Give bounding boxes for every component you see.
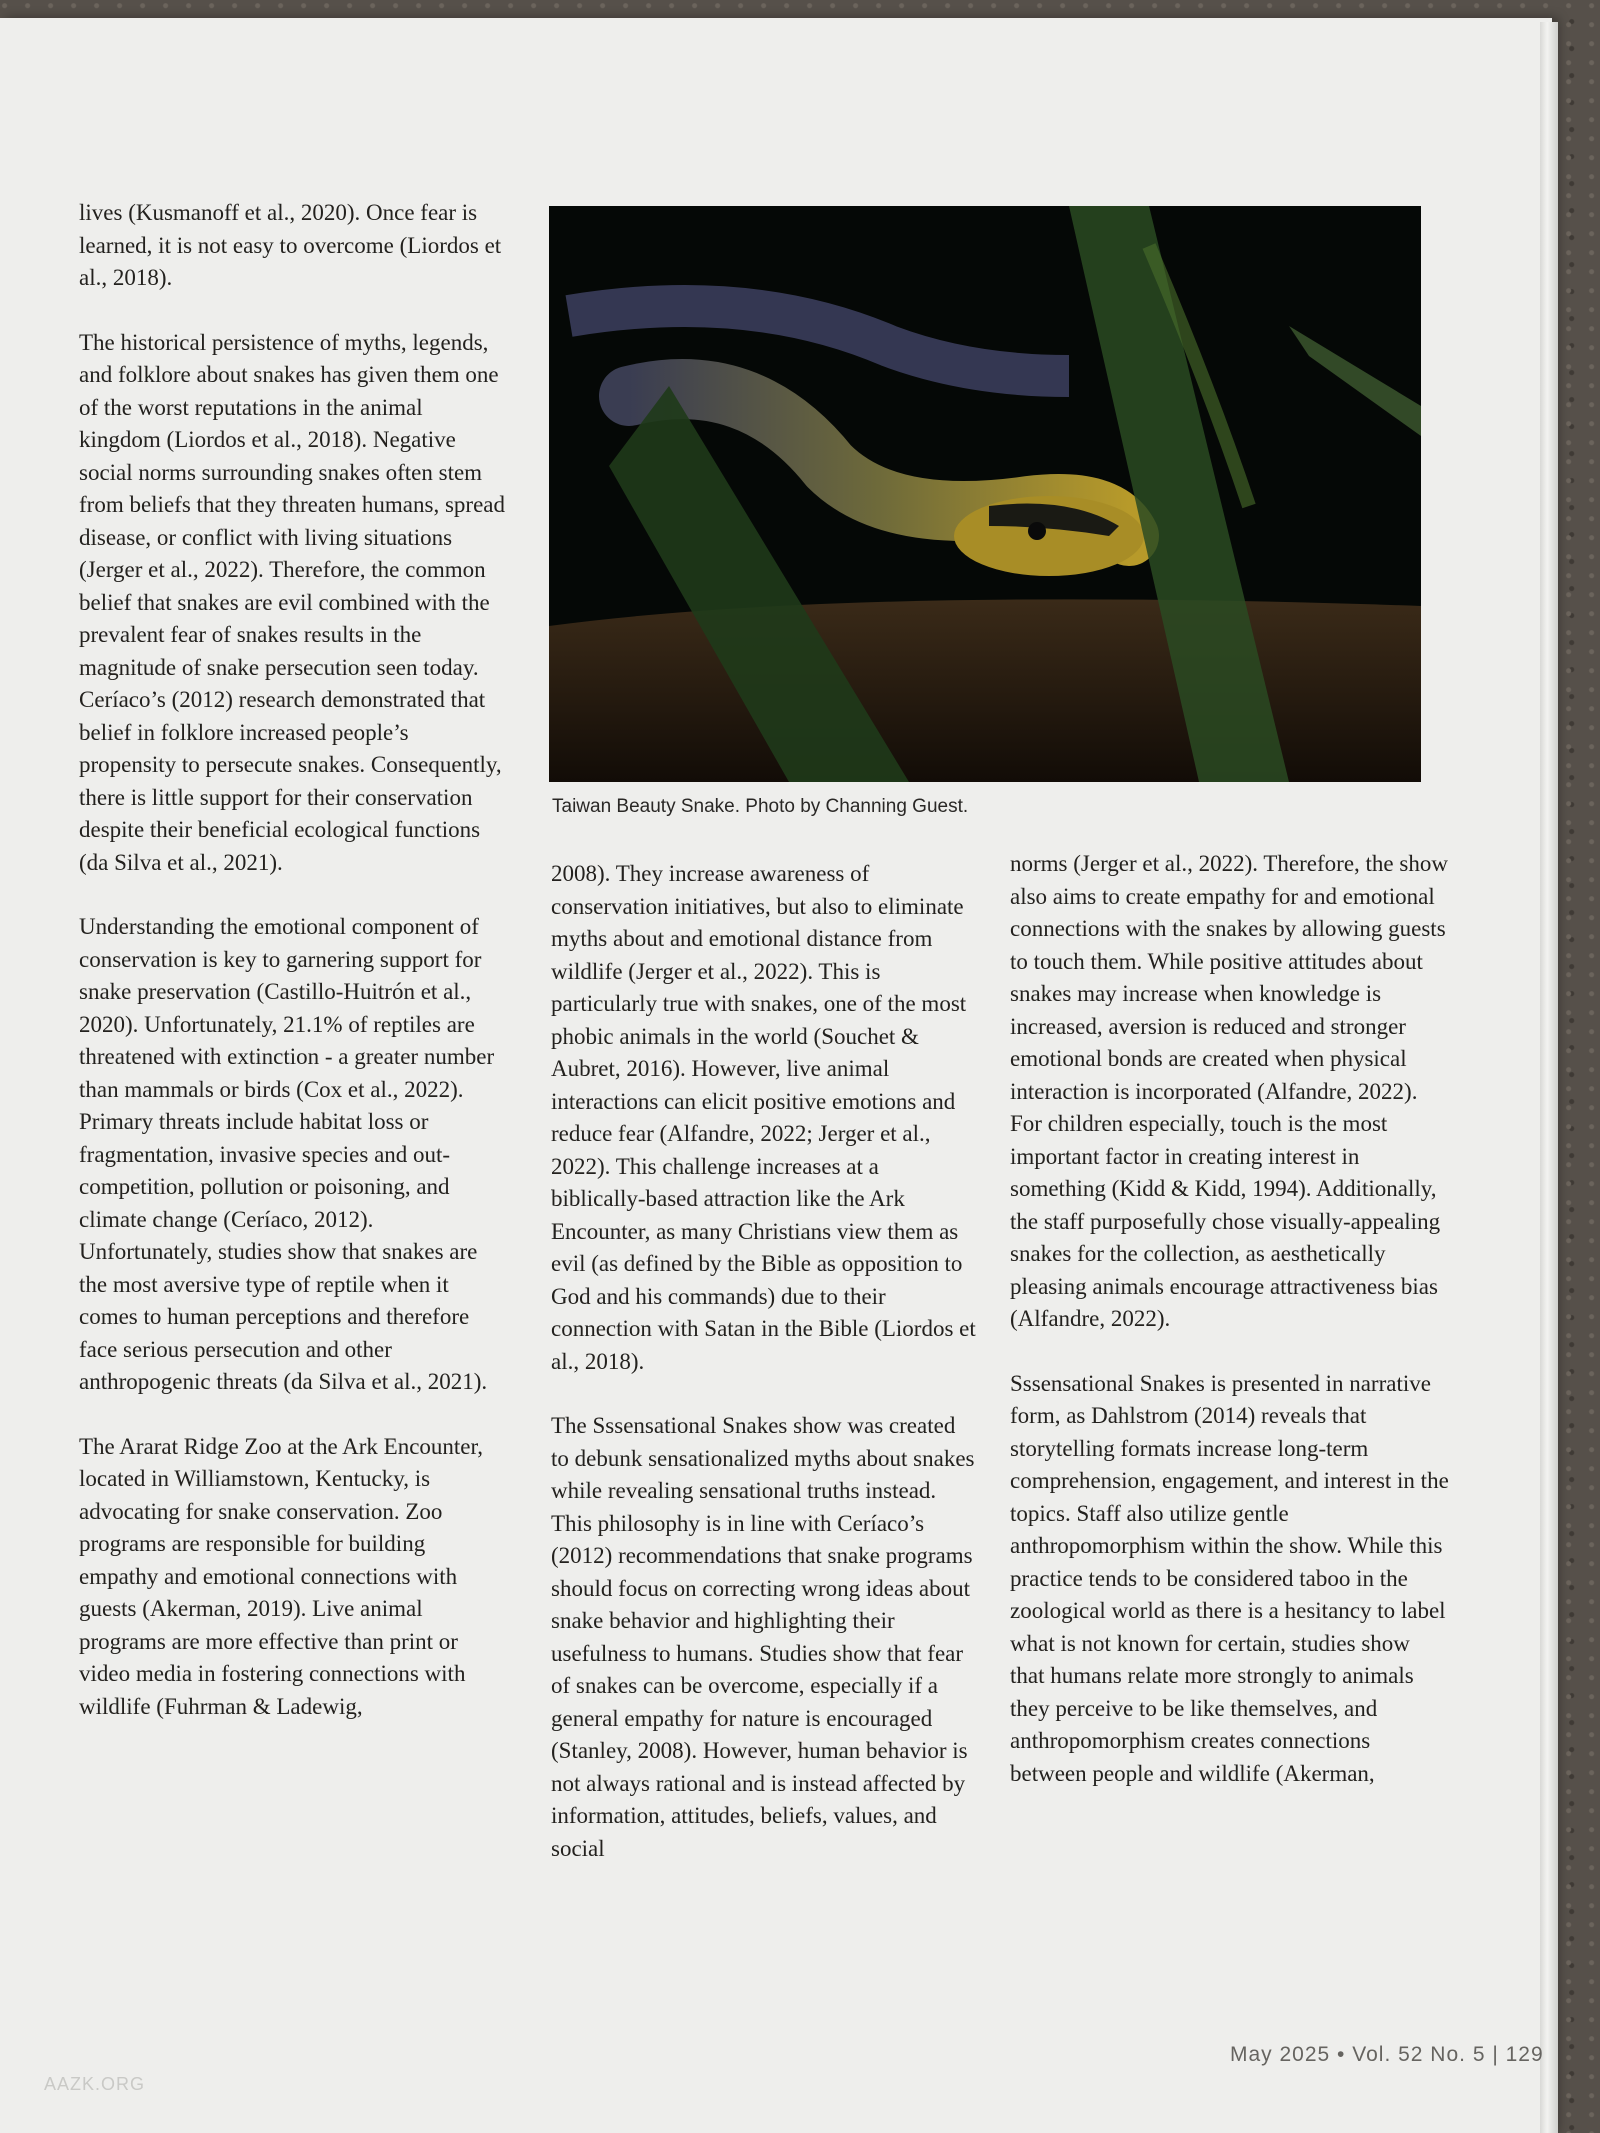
middle-text-column	[551, 858, 976, 1897]
paragraph: lives (Kusmanoff et al., 2020). Once fear is learned, it is not easy to overcome (Liordos et al., 2018).	[79, 200, 502, 290]
paragraph: norms (Jerger et al., 2022). Therefore, the show also aims to create empathy for and emotional connections with the snakes by allowing guests to touch them. While positive attitudes about snakes may increase when knowledge is increased, aversion is reduced and stronger emotional bonds are created when physical interaction is incorporated (Alfandre, 2022). For children especially, touch is the most important factor in creating interest in something (Kidd & Kidd, 1994). Additionally, the staff purposefully chose visually-appealing snakes for the collection, as aesthetically pleasing animals encourage attractiveness bias (Alfandre, 2022).	[1010, 851, 1448, 1331]
paragraph: The Sssensational Snakes show was created to debunk sensationalized myths about snakes while revealing sensational truths instead. This philosophy is in line with Ceríaco’s (2012) recommendations that snake programs should focus on correcting wrong ideas about snake behavior and highlighting their usefulness to humans. Studies show that fear of snakes can be overcome, especially if a general empathy for nature is encouraged (Stanley, 2008). However, human behavior is not always rational and is instead affected by information, attitudes, beliefs, values, and social	[551, 1413, 975, 1861]
paragraph: Sssensational Snakes is presented in narrative form, as Dahlstrom (2014) reveals that storytelling formats increase long-term comprehension, engagement, and interest in the topics. Staff also utilize gentle anthropomorphism within the show. While this practice tends to be considered taboo in the zoological world as there is a hesitancy to label what is not known for certain, studies show that humans relate more strongly to animals they perceive to be like themselves, and anthropomorphism creates connections between people and wildlife (Akerman,	[1010, 1370, 1449, 1786]
paragraph: Understanding the emotional component of conservation is key to garnering support for snake preservation (Castillo-Huitrón et al., 2020). Unfortunately, 21.1% of reptiles are threatened with extinction - a greater number than mammals or birds (Cox et al., 2022). Primary threats include habitat loss or fragmentation, invasive species and out-competition, pollution or poisoning, and climate change (Ceríaco, 2012). Unfortunately, studies show that snakes are the most aversive type of reptile when it comes to human perceptions and therefore face serious persecution and other anthropogenic threats (da Silva et al., 2021).	[79, 914, 495, 1394]
paragraph: 2008). They increase awareness of conservation initiatives, but also to eliminate myths about and emotional distance from wildlife (Jerger et al., 2022). This is particularly true with snakes, one of the most phobic animals in the world (Souchet & Aubret, 2016). However, live animal interactions can elicit positive emotions and reduce fear (Alfandre, 2022; Jerger et al., 2022). This challenge increases at a biblically-based attraction like the Ark Encounter, as many Christians view them as evil (as defined by the Bible as opposition to God and his commands) due to their connection with Satan in the Bible (Liordos et al., 2018).	[551, 861, 976, 1374]
page-stack-edge	[1540, 22, 1558, 2133]
photo-caption: Taiwan Beauty Snake. Photo by Channing Guest.	[552, 796, 969, 817]
snake-photo	[549, 206, 1421, 782]
site-footer: AAZK.ORG	[44, 2074, 146, 2094]
right-text-column	[1010, 848, 1450, 1822]
paragraph: The historical persistence of myths, legends, and folklore about snakes has given them one of the worst reputations in the animal kingdom (Liordos et al., 2018). Negative social norms surrounding snakes often stem from beliefs that they threaten humans, spread disease, or conflict with living situations (Jerger et al., 2022). Therefore, the common belief that snakes are evil combined with the prevalent fear of snakes results in the magnitude of snake persecution seen today. Ceríaco’s (2012) research demonstrated that belief in folklore increased people’s propensity to persecute snakes. Consequently, there is little support for their conservation despite their beneficial ecological functions (da Silva et al., 2021).	[79, 329, 505, 875]
left-text-column	[79, 197, 509, 1755]
paragraph: The Ararat Ridge Zoo at the Ark Encounter, located in Williamstown, Kentucky, is advocating for snake conservation. Zoo programs are responsible for building empathy and emotional connections with guests (Akerman, 2019). Live animal programs are more effective than print or video media in fostering connections with wildlife (Fuhrman & Ladewig,	[79, 1433, 484, 1719]
issue-page-number: May 2025 • Vol. 52 No. 5 | 129	[1230, 2043, 1544, 2066]
